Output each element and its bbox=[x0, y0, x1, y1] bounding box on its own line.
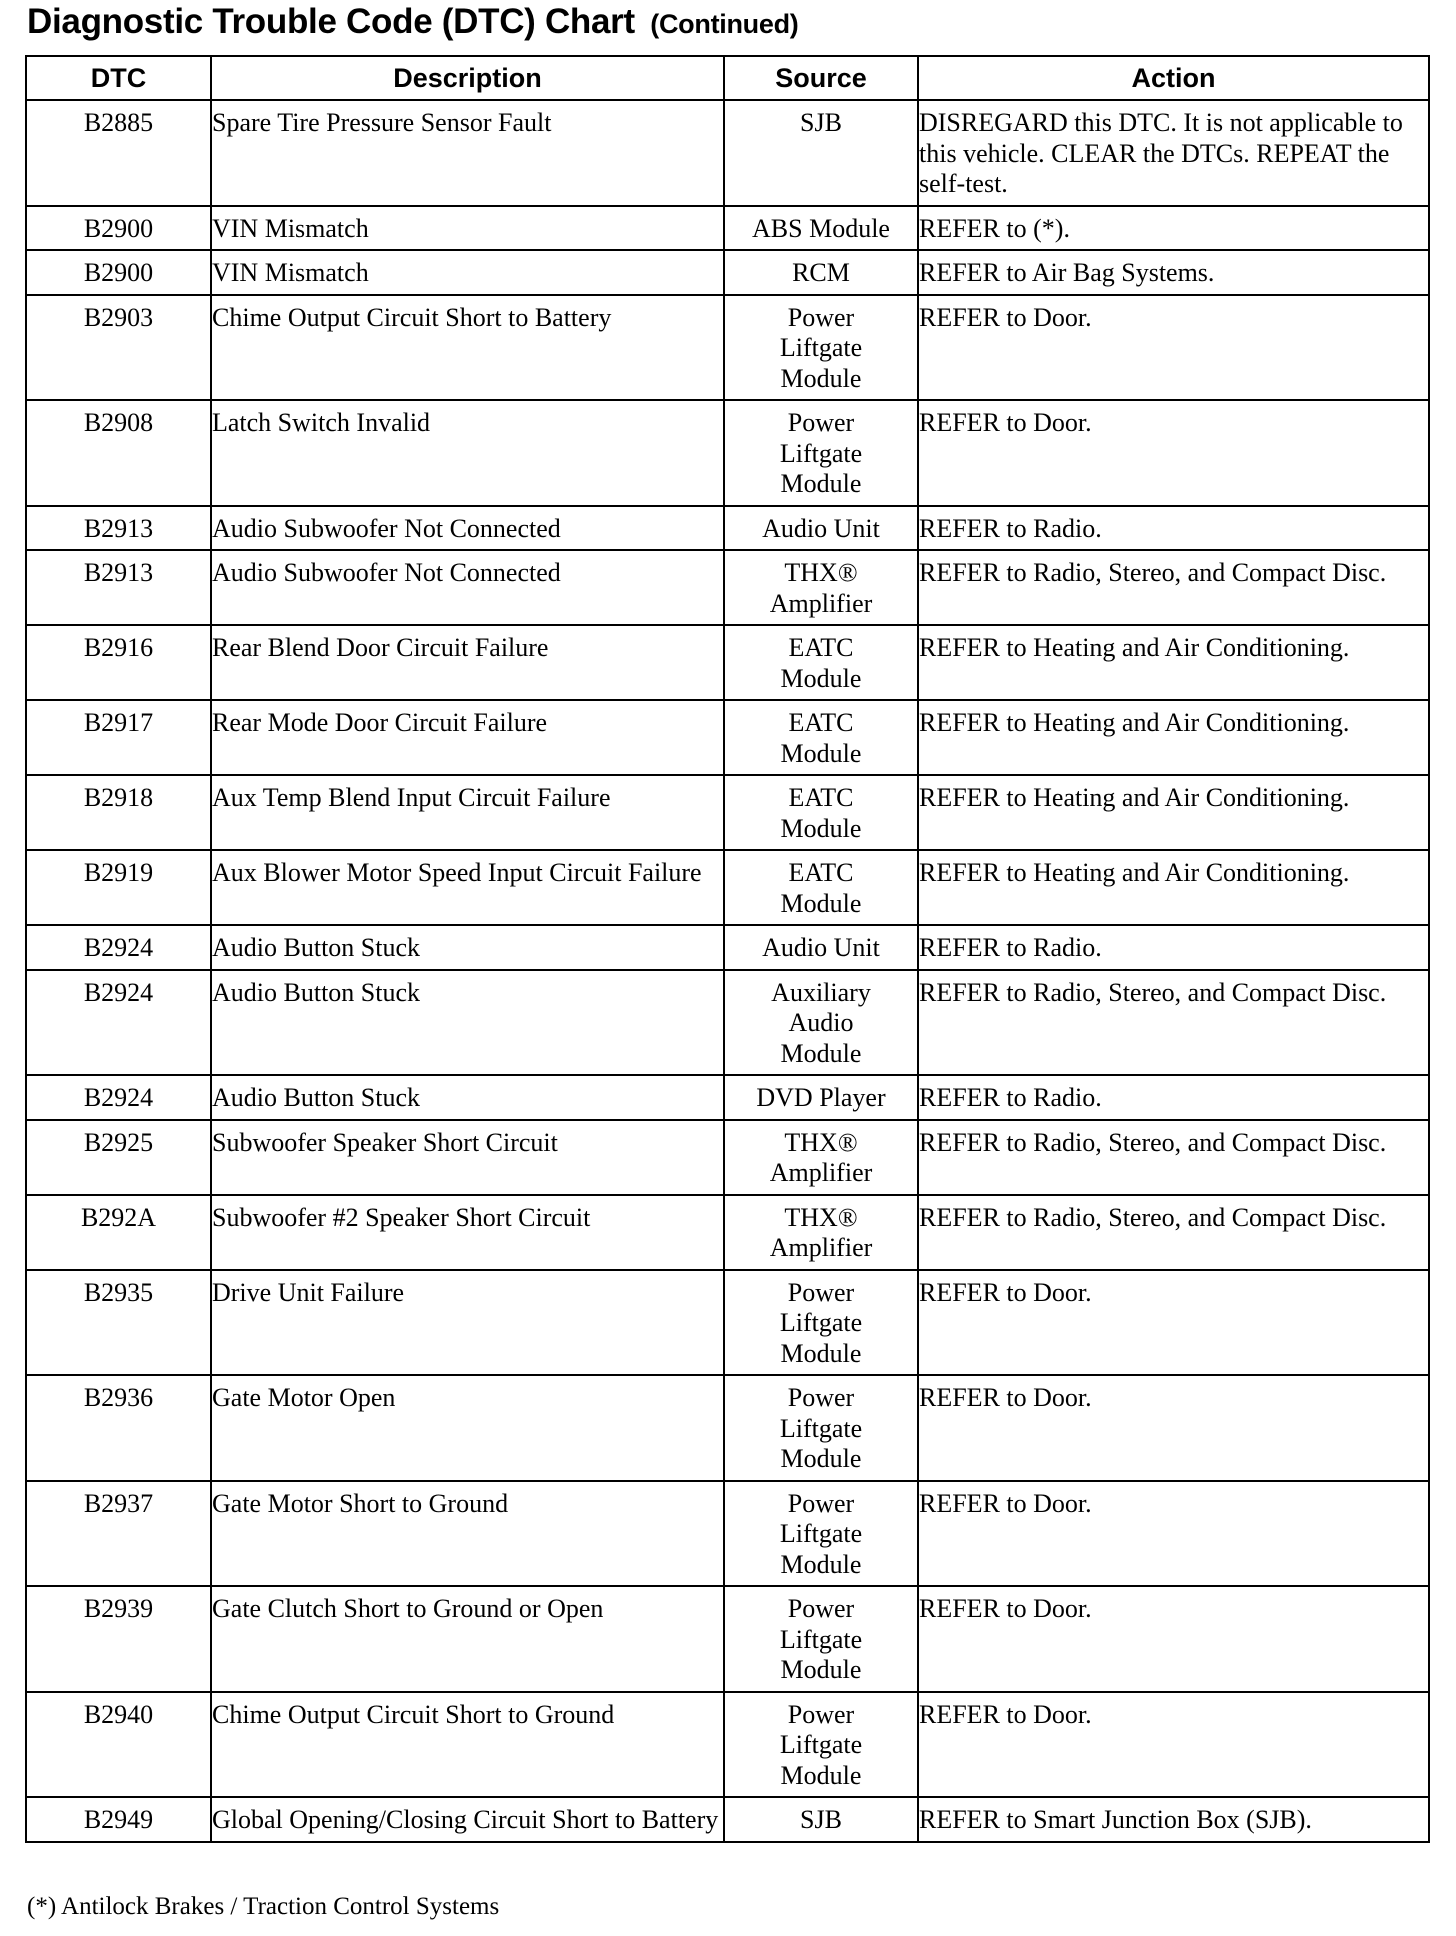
dtc-cell: B2924 bbox=[26, 1075, 211, 1120]
action-cell: REFER to Radio. bbox=[918, 925, 1429, 970]
dtc-cell: B2924 bbox=[26, 970, 211, 1076]
description-cell: Rear Blend Door Circuit Failure bbox=[211, 625, 724, 700]
description-cell: Gate Motor Open bbox=[211, 1375, 724, 1481]
source-cell: SJB bbox=[724, 100, 918, 206]
dtc-cell: B2939 bbox=[26, 1586, 211, 1692]
dtc-cell: B2940 bbox=[26, 1692, 211, 1798]
source-cell: EATC Module bbox=[724, 850, 918, 925]
source-cell: Power Liftgate Module bbox=[724, 1692, 918, 1798]
action-cell: REFER to Door. bbox=[918, 295, 1429, 401]
dtc-cell: B292A bbox=[26, 1195, 211, 1270]
dtc-cell: B2925 bbox=[26, 1120, 211, 1195]
dtc-cell: B2908 bbox=[26, 400, 211, 506]
table-row bbox=[26, 1481, 1429, 1587]
source-cell: EATC Module bbox=[724, 700, 918, 775]
header-row bbox=[26, 56, 1429, 100]
description-cell: Aux Blower Motor Speed Input Circuit Failure bbox=[211, 850, 724, 925]
title-text: Diagnostic Trouble Code (DTC) Chart bbox=[27, 2, 635, 41]
description-cell: Gate Clutch Short to Ground or Open bbox=[211, 1586, 724, 1692]
dtc-cell: B2900 bbox=[26, 250, 211, 295]
page-title bbox=[27, 2, 798, 42]
table-row bbox=[26, 1270, 1429, 1376]
description-cell: Audio Subwoofer Not Connected bbox=[211, 506, 724, 551]
description-cell: Drive Unit Failure bbox=[211, 1270, 724, 1376]
dtc-cell: B2885 bbox=[26, 100, 211, 206]
table-row bbox=[26, 250, 1429, 295]
source-cell: Power Liftgate Module bbox=[724, 1481, 918, 1587]
source-cell: Power Liftgate Module bbox=[724, 400, 918, 506]
source-cell: THX® Amplifier bbox=[724, 550, 918, 625]
source-cell: THX® Amplifier bbox=[724, 1195, 918, 1270]
description-cell: VIN Mismatch bbox=[211, 250, 724, 295]
action-cell: REFER to Radio. bbox=[918, 506, 1429, 551]
action-cell: REFER to Door. bbox=[918, 400, 1429, 506]
action-cell: REFER to Door. bbox=[918, 1481, 1429, 1587]
action-cell: REFER to Radio, Stereo, and Compact Disc. bbox=[918, 970, 1429, 1076]
table-row bbox=[26, 100, 1429, 206]
table-row bbox=[26, 1375, 1429, 1481]
action-cell: REFER to Heating and Air Conditioning. bbox=[918, 625, 1429, 700]
description-cell: Chime Output Circuit Short to Ground bbox=[211, 1692, 724, 1798]
dtc-cell: B2913 bbox=[26, 506, 211, 551]
description-cell: Spare Tire Pressure Sensor Fault bbox=[211, 100, 724, 206]
description-cell: Audio Subwoofer Not Connected bbox=[211, 550, 724, 625]
table-row bbox=[26, 550, 1429, 625]
dtc-cell: B2918 bbox=[26, 775, 211, 850]
dtc-cell: B2949 bbox=[26, 1797, 211, 1842]
description-cell: Gate Motor Short to Ground bbox=[211, 1481, 724, 1587]
source-cell: EATC Module bbox=[724, 625, 918, 700]
dtc-cell: B2919 bbox=[26, 850, 211, 925]
description-cell: Aux Temp Blend Input Circuit Failure bbox=[211, 775, 724, 850]
header-action: Action bbox=[918, 56, 1429, 100]
table-row bbox=[26, 506, 1429, 551]
table-row bbox=[26, 1692, 1429, 1798]
table-row bbox=[26, 295, 1429, 401]
source-cell: Audio Unit bbox=[724, 506, 918, 551]
table-row bbox=[26, 1075, 1429, 1120]
action-cell: REFER to Radio. bbox=[918, 1075, 1429, 1120]
source-cell: SJB bbox=[724, 1797, 918, 1842]
action-cell: REFER to Door. bbox=[918, 1586, 1429, 1692]
table-row bbox=[26, 1586, 1429, 1692]
source-cell: RCM bbox=[724, 250, 918, 295]
description-cell: Rear Mode Door Circuit Failure bbox=[211, 700, 724, 775]
table-body bbox=[26, 100, 1429, 1842]
table-row bbox=[26, 850, 1429, 925]
source-cell: EATC Module bbox=[724, 775, 918, 850]
description-cell: Audio Button Stuck bbox=[211, 970, 724, 1076]
description-cell: VIN Mismatch bbox=[211, 206, 724, 251]
action-cell: REFER to Radio, Stereo, and Compact Disc. bbox=[918, 1120, 1429, 1195]
header-description: Description bbox=[211, 56, 724, 100]
description-cell: Subwoofer Speaker Short Circuit bbox=[211, 1120, 724, 1195]
description-cell: Audio Button Stuck bbox=[211, 925, 724, 970]
table-row bbox=[26, 970, 1429, 1076]
footnote: (*) Antilock Brakes / Traction Control Systems bbox=[27, 1893, 500, 1920]
description-cell: Global Opening/Closing Circuit Short to Battery bbox=[211, 1797, 724, 1842]
action-cell: REFER to Door. bbox=[918, 1270, 1429, 1376]
description-cell: Subwoofer #2 Speaker Short Circuit bbox=[211, 1195, 724, 1270]
description-cell: Latch Switch Invalid bbox=[211, 400, 724, 506]
action-cell: REFER to Radio, Stereo, and Compact Disc. bbox=[918, 550, 1429, 625]
description-cell: Audio Button Stuck bbox=[211, 1075, 724, 1120]
source-cell: DVD Player bbox=[724, 1075, 918, 1120]
action-cell: REFER to Heating and Air Conditioning. bbox=[918, 700, 1429, 775]
table-row bbox=[26, 1797, 1429, 1842]
action-cell: REFER to Heating and Air Conditioning. bbox=[918, 775, 1429, 850]
dtc-cell: B2913 bbox=[26, 550, 211, 625]
action-cell: REFER to Door. bbox=[918, 1375, 1429, 1481]
table-row bbox=[26, 206, 1429, 251]
table-row bbox=[26, 1120, 1429, 1195]
dtc-cell: B2900 bbox=[26, 206, 211, 251]
dtc-cell: B2916 bbox=[26, 625, 211, 700]
table-row bbox=[26, 625, 1429, 700]
source-cell: Power Liftgate Module bbox=[724, 1270, 918, 1376]
action-cell: REFER to (*). bbox=[918, 206, 1429, 251]
action-cell: REFER to Air Bag Systems. bbox=[918, 250, 1429, 295]
action-cell: REFER to Radio, Stereo, and Compact Disc. bbox=[918, 1195, 1429, 1270]
action-cell: REFER to Smart Junction Box (SJB). bbox=[918, 1797, 1429, 1842]
dtc-cell: B2917 bbox=[26, 700, 211, 775]
action-cell: DISREGARD this DTC. It is not applicable to this vehicle. CLEAR the DTCs. REPEAT the self-test. bbox=[918, 100, 1429, 206]
table-row bbox=[26, 775, 1429, 850]
dtc-table bbox=[25, 55, 1430, 1843]
source-cell: Power Liftgate Module bbox=[724, 295, 918, 401]
table-row bbox=[26, 1195, 1429, 1270]
header-source: Source bbox=[724, 56, 918, 100]
description-cell: Chime Output Circuit Short to Battery bbox=[211, 295, 724, 401]
dtc-cell: B2935 bbox=[26, 1270, 211, 1376]
source-cell: Audio Unit bbox=[724, 925, 918, 970]
table-row bbox=[26, 925, 1429, 970]
source-cell: Power Liftgate Module bbox=[724, 1586, 918, 1692]
table-row bbox=[26, 400, 1429, 506]
dtc-cell: B2936 bbox=[26, 1375, 211, 1481]
source-cell: ABS Module bbox=[724, 206, 918, 251]
dtc-cell: B2937 bbox=[26, 1481, 211, 1587]
table-row bbox=[26, 700, 1429, 775]
dtc-cell: B2924 bbox=[26, 925, 211, 970]
dtc-cell: B2903 bbox=[26, 295, 211, 401]
action-cell: REFER to Door. bbox=[918, 1692, 1429, 1798]
source-cell: THX® Amplifier bbox=[724, 1120, 918, 1195]
source-cell: Power Liftgate Module bbox=[724, 1375, 918, 1481]
source-cell: Auxiliary Audio Module bbox=[724, 970, 918, 1076]
title-suffix: (Continued) bbox=[650, 9, 799, 39]
action-cell: REFER to Heating and Air Conditioning. bbox=[918, 850, 1429, 925]
header-dtc: DTC bbox=[26, 56, 211, 100]
